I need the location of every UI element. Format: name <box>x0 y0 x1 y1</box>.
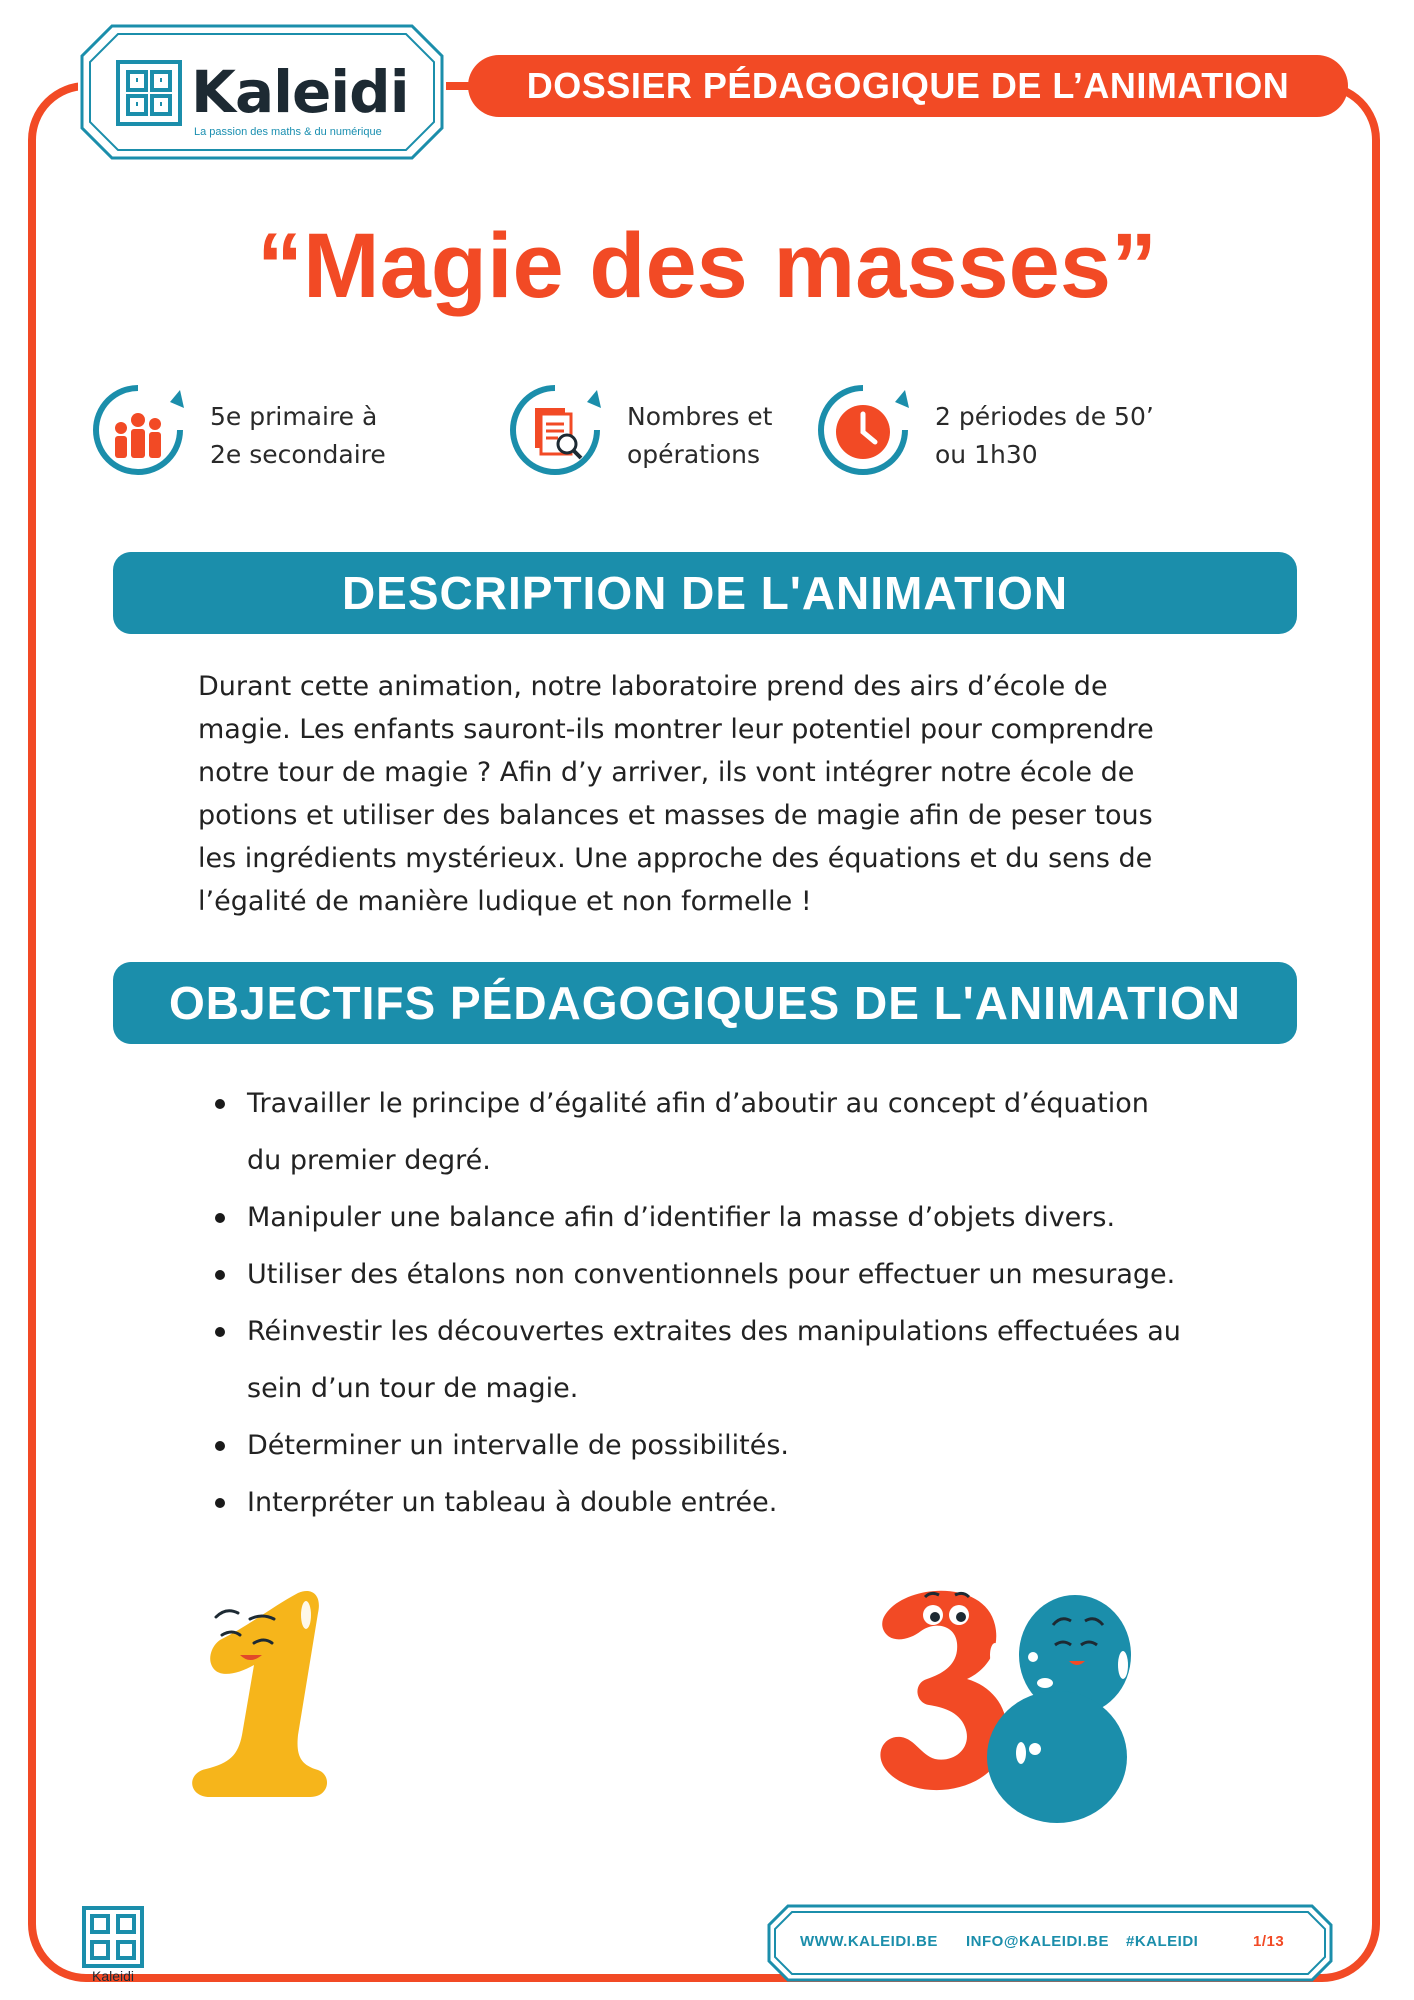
people-icon <box>88 380 188 480</box>
logo-tagline: La passion des maths & du numérique <box>194 126 382 138</box>
info-topic-line1: Nombres et <box>627 402 773 431</box>
description-line: Durant cette animation, notre laboratoire prend des airs d’école de <box>198 671 1108 702</box>
objective-item: Utiliser des étalons non conventionnels pour effectuer un mesurage. <box>205 1246 1265 1303</box>
objective-item: Manipuler une balance afin d’identifier la masse d’objets divers. <box>205 1189 1265 1246</box>
objectives-heading: OBJECTIFS PÉDAGOGIQUES DE L'ANIMATION <box>113 962 1297 1044</box>
description-line: potions et utiliser des balances et masses de magie afin de peser tous <box>198 800 1153 831</box>
description-text <box>198 665 1238 923</box>
objective-item: Travailler le principe d’égalité afin d’aboutir au concept d’équation du premier degré. <box>205 1075 1265 1189</box>
info-duration-line2: ou 1h30 <box>935 440 1038 469</box>
footer-brand: Kaleidi <box>91 1968 135 1984</box>
objectives-list <box>205 1075 1265 1531</box>
footer-hashtag: #KALEIDI <box>1126 1933 1199 1950</box>
number-one-character <box>180 1585 340 1825</box>
footer-website[interactable]: WWW.KALEIDI.BE <box>800 1933 938 1950</box>
page-number: 1/13 <box>1253 1933 1285 1950</box>
info-duration <box>813 380 1193 490</box>
footer-email[interactable]: INFO@KALEIDI.BE <box>966 1933 1109 1950</box>
objective-item: Déterminer un intervalle de possibilités. <box>205 1417 1265 1474</box>
info-audience-line1: 5e primaire à <box>210 402 378 431</box>
description-line: les ingrédients mystérieux. Une approche des équations et du sens de <box>198 843 1153 874</box>
description-line: magie. Les enfants sauront-ils montrer leur potentiel pour comprendre <box>198 714 1154 745</box>
page-title: “Magie des masses” <box>256 215 1157 317</box>
info-audience-line2: 2e secondaire <box>210 440 386 469</box>
description-line: notre tour de magie ? Afin d’y arriver, ils vont intégrer notre école de <box>198 757 1135 788</box>
objective-item: Réinvestir les découvertes extraites des manipulations effectuées au sein d’un tour de magie. <box>205 1303 1265 1417</box>
kaleidi-logo <box>78 22 446 162</box>
footer-contact-box <box>766 1903 1334 1983</box>
info-duration-line1: 2 périodes de 50’ <box>935 402 1154 431</box>
description-line: l’égalité de manière ludique et non formelle ! <box>198 886 812 917</box>
clock-icon <box>813 380 913 480</box>
description-heading: DESCRIPTION DE L'ANIMATION <box>113 552 1297 634</box>
logo-name: Kaleidi <box>191 58 409 126</box>
number-eight-character <box>975 1585 1155 1835</box>
document-search-icon <box>505 380 605 480</box>
header-label: DOSSIER PÉDAGOGIQUE DE L’ANIMATION <box>468 55 1348 117</box>
info-topic <box>505 380 805 490</box>
objective-item: Interpréter un tableau à double entrée. <box>205 1474 1265 1531</box>
info-audience <box>88 380 448 490</box>
info-topic-line2: opérations <box>627 440 761 469</box>
